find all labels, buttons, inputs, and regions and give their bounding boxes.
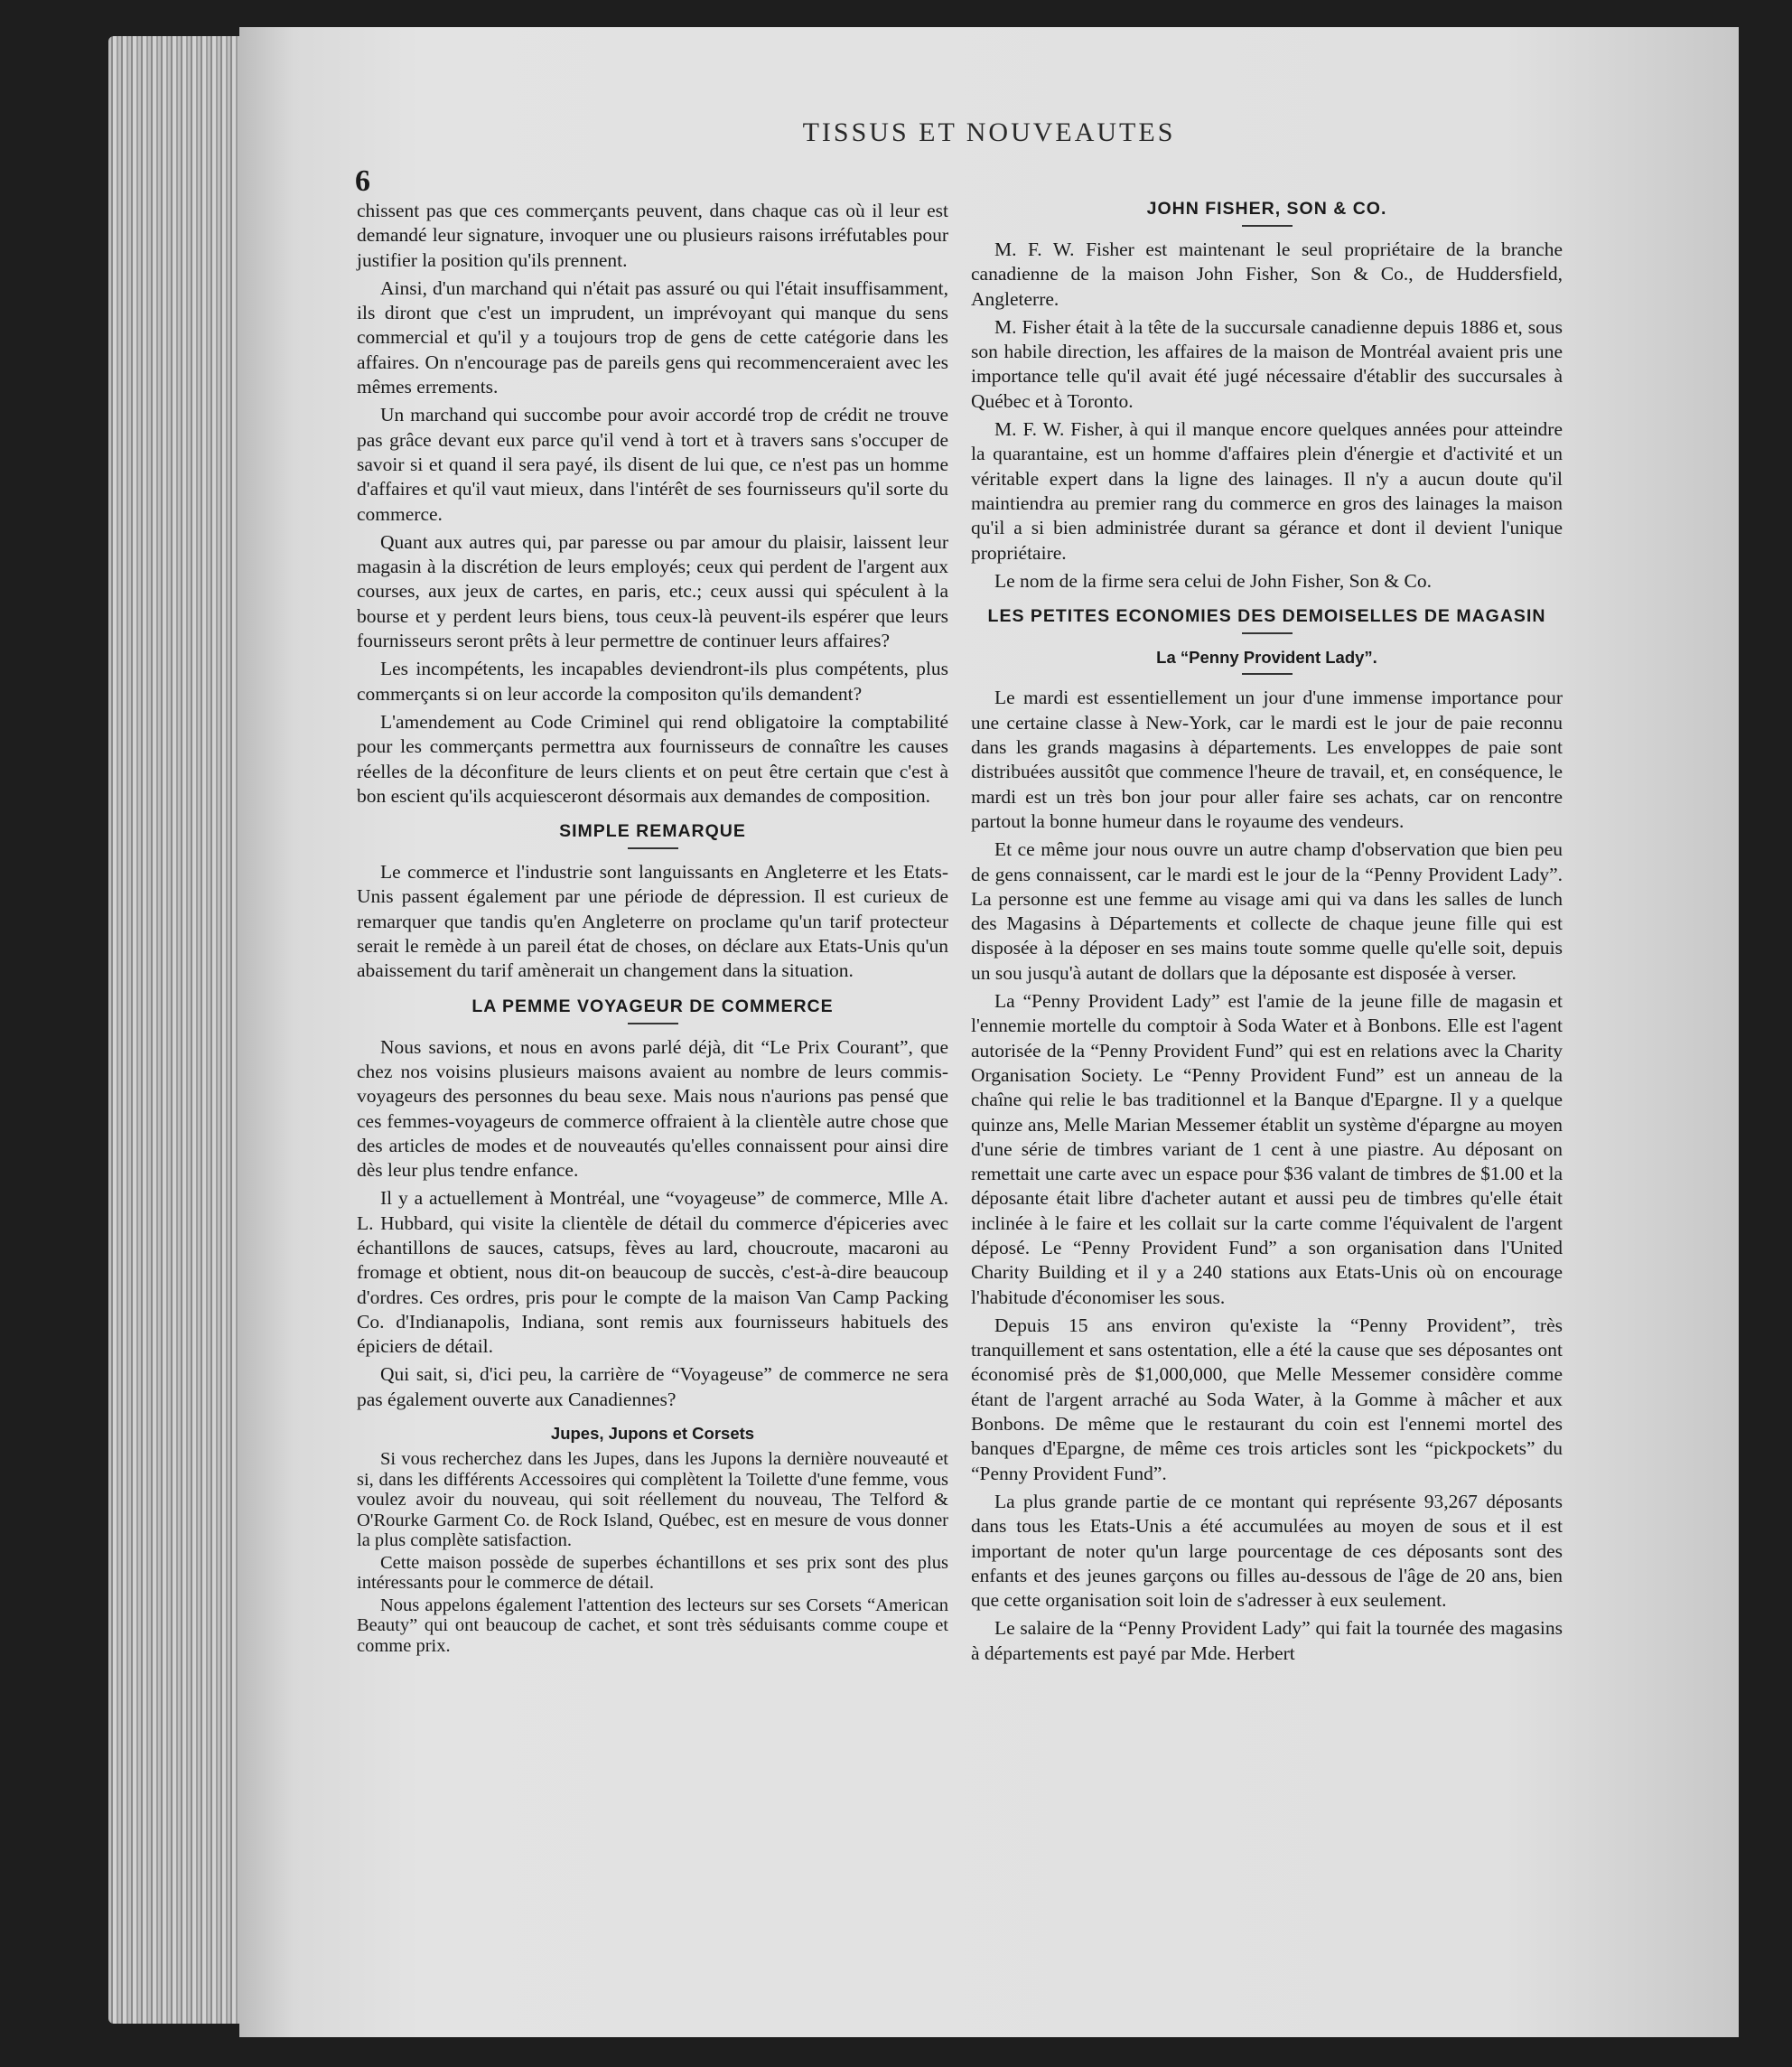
page-number: 6: [355, 164, 370, 198]
paragraph: Le salaire de la “Penny Provident Lady” qui fait la tournée des magasins à départements est payé par Mde. Herbert: [971, 1617, 1563, 1664]
section-rule: [1242, 225, 1293, 227]
paragraph: M. Fisher était à la tête de la succursale canadienne depuis 1886 et, sous son habile direction, les affaires de la maison de Montréal avaient pris une importance telle qu'il avait été jugé nécessaire d'établir des succursales à Québec et à Toronto.: [971, 315, 1563, 412]
paragraph: Un marchand qui succombe pour avoir accordé trop de crédit ne trouve pas grâce devant eux parce qu'il vend à tort et à travers sans s'occuper de savoir si et quand il sera payé, ils disent de lui que, ce n'est pas un homme d'affaires et qu'il vaut mieux, dans l'intérêt de ses fournisseurs qu'il sorte du commerce.: [357, 404, 948, 525]
paragraph: Si vous recherchez dans les Jupes, dans les Jupons la dernière nouveauté et si, dans les différents Accessoires qui complètent la Toilette d'une femme, vous voulez avoir du nouveau, qui soit réellement du nouveau, The Telford & O'Rourke Garment Co. de Rock Island, Québec, est en mesure de vous donner la plus complète satisfaction.: [357, 1449, 948, 1551]
section-rule: [1242, 632, 1293, 634]
paragraph: Depuis 15 ans environ qu'existe la “Penny Provident”, très tranquillement et sans ostentation, elle a été la cause que ses déposantes ont économisé près de $1,000,000, que Melle Messemer considère comme étant de l'argent arraché au Soda Water, à la Gomme à mâcher et aux Bonbons. De même que le restaurant du coin est l'ennemi mortel des banques d'Epargne, de même ces trois articles sont les “pickpockets” du “Penny Provident Fund”.: [971, 1314, 1563, 1484]
section-heading-jupes: Jupes, Jupons et Corsets: [550, 1424, 755, 1444]
section-rule: [1242, 673, 1293, 675]
paragraph: Ainsi, d'un marchand qui n'était pas assuré ou qui l'était insuffisamment, ils diront que c'est un imprudent, un imprévoyant qui manque du sens commercial et qu'il y a toujours trop de gens de cette catégorie dans les affaires. On n'encourage pas de pareils gens qui recommenceraient avec les mêmes errements.: [357, 276, 948, 398]
paragraph: Le commerce et l'industrie sont languissants en Angleterre et les Etats-Unis passent également par une période de dépression. Il est curieux de remarquer que tandis qu'en Angleterre on proclame qu'un tarif protecteur serait le remède à un pareil état de choses, on déclare aux Etats-Unis qu'un abaissement du tarif amènerait un changement dans la situation.: [357, 861, 948, 982]
section-rule: [628, 1023, 678, 1024]
section-heading-femme-voyageur: LA PEMME VOYAGEUR DE COMMERCE: [471, 996, 834, 1016]
running-head: TISSUS ET NOUVEAUTES: [802, 117, 1176, 147]
paragraph: Quant aux autres qui, par paresse ou par amour du plaisir, laissent leur magasin à la discrétion de leurs employés; ceux qui perdent de l'argent aux courses, aux jeux de cartes, en paris, etc.; ceux aussi qui spéculent à la bourse et y perdent leurs biens, tous ceux-là peuvent-ils espérer que leurs fournisseurs seront prêts à leur permettre de continuer leurs affaires?: [357, 530, 948, 652]
section-heading-petites-economies: LES PETITES ECONOMIES DES DEMOISELLES DE MAGASIN: [987, 606, 1546, 627]
section-subheading-penny-provident: La “Penny Provident Lady”.: [1156, 648, 1377, 668]
paragraph: Il y a actuellement à Montréal, une “voyageuse” de commerce, Mlle A. L. Hubbard, qui visite la clientèle de détail du commerce d'épiceries avec échantillons de sauces, catsups, fèves au lard, choucroute, macaroni au fromage et obtient, nous dit-on beaucoup de succès, c'est-à-dire beaucoup d'ordres. Ces ordres, pris pour le compte de la maison Van Camp Packing Co. d'Indianapolis, Indiana, sont remis aux fournisseurs habituels des épiciers de détail.: [357, 1187, 948, 1358]
left-column: [357, 199, 948, 1658]
paragraph: Qui sait, si, d'ici peu, la carrière de “Voyageuse” de commerce ne sera pas également ouverte aux Canadiennes?: [357, 1363, 948, 1410]
paragraph: Le nom de la firme sera celui de John Fisher, Son & Co.: [994, 569, 1432, 592]
paragraph: L'amendement au Code Criminel qui rend obligatoire la comptabilité pour les commerçants permettra aux fournisseurs de connaître les causes réelles de la déconfiture de leurs clients et on peut être certain que c'est à bon escient qu'ils acquiesceront désormais aux demandes de composition.: [357, 710, 948, 807]
paragraph: La plus grande partie de ce montant qui représente 93,267 déposants dans tous les Etats-Unis a été accumulées au moyen de sous et il est important de noter qu'un large pourcentage de ces déposants sont des enfants et des jeunes garçons ou filles au-dessous de l'âge de 20 ans, bien que cette organisation soit loin de s'adresser à eux seulement.: [971, 1490, 1563, 1612]
section-heading-john-fisher: JOHN FISHER, SON & CO.: [1146, 199, 1387, 219]
section-rule: [628, 847, 678, 849]
document-page: [239, 27, 1739, 2037]
paragraph: Nous savions, et nous en avons parlé déjà, dit “Le Prix Courant”, que chez nos voisins plusieurs maisons avaient au nombre de leurs commis-voyageurs des personnes du beau sexe. Mais nous n'aurions pas pensé que ces femmes-voyageurs de commerce offraient à la clientèle autre chose que des articles de modes et de nouveautés qu'elles connaissent pour ainsi dire dès leur plus tendre enfance.: [357, 1035, 948, 1182]
paragraph: chissent pas que ces commerçants peuvent, dans chaque cas où il leur est demandé leur signature, invoquer une ou plusieurs raisons irréfutables pour justifier la position qu'ils prennent.: [357, 200, 948, 271]
section-heading-simple-remarque: SIMPLE REMARQUE: [559, 821, 746, 842]
paragraph: La “Penny Provident Lady” est l'amie de la jeune fille de magasin et l'ennemie mortelle du comptoir à Soda Water et à Bonbons. Elle est l'agent autorisée de la “Penny Provident Fund” qui est en relations avec la Charity Organisation Society. Le “Penny Provident Fund” est un anneau de la chaîne qui relie le bas traditionnel et la Banque d'Epargne. Il y a quelque quinze ans, Melle Marian Messemer établit un système d'épargne au moyen d'une série de timbres variant de 1 cent à une piastre. Au déposant on remettait une carte avec un espace pour $36 valant de timbres de $1.00 et la déposante était libre d'acheter autant et aussi peu de timbres qu'elle était inclinée à le faire et les collait sur la carte comme l'équivalent de l'argent déposé. Le “Penny Provident Fund” a son organisation dans l'United Charity Building et il y a 240 stations aux Etats-Unis où on encourage l'habitude d'économiser les sous.: [971, 990, 1563, 1308]
paragraph: Les incompétents, les incapables deviendront-ils plus compétents, plus commerçants si on leur accorde la compositon qu'ils demandent?: [357, 658, 948, 705]
paragraph: Cette maison possède de superbes échantillons et ses prix sont des plus intéressants pour le commerce de détail.: [357, 1552, 948, 1594]
paragraph: M. F. W. Fisher, à qui il manque encore quelques années pour atteindre la quarantaine, est un homme d'affaires plein d'énergie et d'activité et un véritable expert dans la ligne des lainages. Il n'y a aucun doute qu'il maintiendra au premier rang du commerce en gros des lainages la maison qu'il a si bien administrée durant sa gérance et dont il devient l'unique propriétaire.: [971, 418, 1563, 564]
paragraph: Et ce même jour nous ouvre un autre champ d'observation que bien peu de gens connaissent, car le mardi est le jour de la “Penny Provident Lady”. La personne est une femme au visage ami qui va dans les salles de lunch des Magasins à Départements et collecte de chaque jeune fille qui est disposée à la déposer en ses mains toute somme quelle qu'elle soit, depuis un sou jusqu'à autant de dollars que la déposante est disposée à verser.: [971, 838, 1563, 984]
jupes-section: [357, 1449, 948, 1656]
paragraph: M. F. W. Fisher est maintenant le seul propriétaire de la branche canadienne de la maison John Fisher, Son & Co., de Huddersfield, Angleterre.: [971, 238, 1563, 310]
paragraph: Nous appelons également l'attention des lecteurs sur ses Corsets “American Beauty” qui ont beaucoup de cachet, et sont très séduisants comme coupe et comme prix.: [357, 1595, 948, 1656]
paragraph: Le mardi est essentiellement un jour d'une immense importance pour une certaine classe à New-York, car le mardi est le jour de paie reconnu dans les grands magasins à départements. Les enveloppes de paie sont distribuées aussitôt que commence l'heure de travail, et, en conséquence, le mardi est un très bon jour pour aller faire ses achats, car on rencontre partout la bonne humeur dans le royaume des vendeurs.: [971, 687, 1563, 832]
right-column: [971, 199, 1563, 1670]
